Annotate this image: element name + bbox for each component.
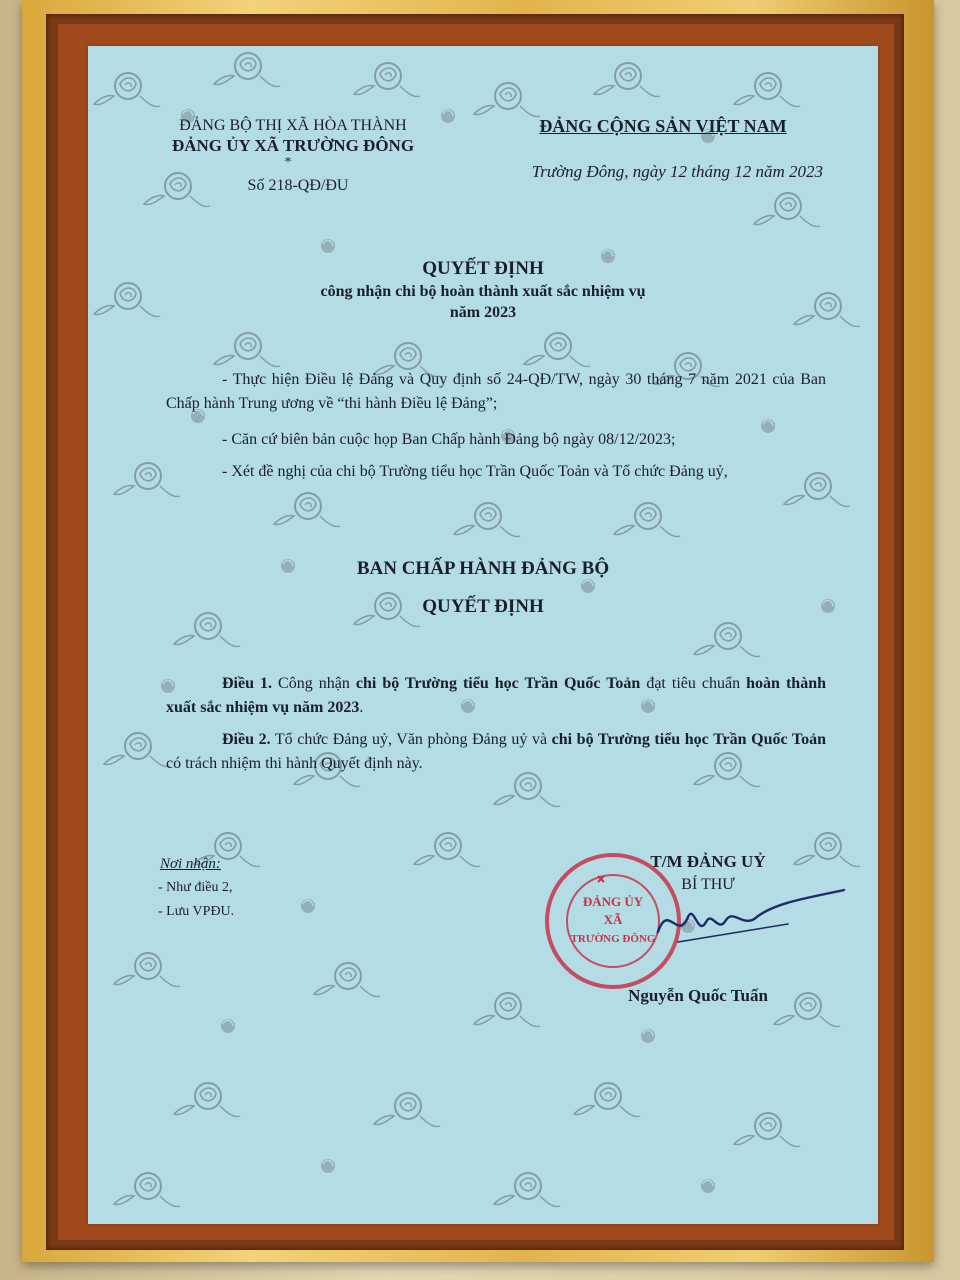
article-1-text-a: Công nhận bbox=[272, 675, 356, 692]
decides-heading: QUYẾT ĐỊNH bbox=[422, 596, 544, 617]
signer-name: Nguyễn Quốc Tuấn bbox=[628, 986, 768, 1005]
article-2-text-a: Tổ chức Đảng uỷ, Văn phòng Đảng uỷ và bbox=[270, 731, 552, 748]
header-star: * bbox=[284, 155, 292, 170]
article-2-label: Điều 2. bbox=[222, 731, 271, 748]
basis-item-1: - Thực hiện Điều lệ Đảng và Quy định số 24-QĐ/TW, ngày 30 tháng 7 năm 2021 của Ban Chấp hành Trung ương về “thi hành Điều lệ Đảng”; bbox=[166, 371, 826, 412]
article-1-bold-a: chi bộ Trường tiểu học Trần Quốc Toản bbox=[355, 675, 641, 692]
basis-item-3: - Xét đề nghị của chi bộ Trường tiểu học Trần Quốc Toản và Tổ chức Đảng uỷ, bbox=[222, 463, 728, 480]
article-2-text-b: có trách nhiệm thi hành Quyết định này. bbox=[166, 755, 423, 772]
article-1-label: Điều 1. bbox=[222, 675, 273, 692]
article-2-bold-a: chi bộ Trường tiểu học Trần Quốc Toản bbox=[551, 731, 826, 748]
decision-number: Số 218-QĐ/ĐU bbox=[247, 177, 349, 194]
recipient-1: - Như điều 2, bbox=[158, 880, 233, 895]
recipients-label: Nơi nhận: bbox=[160, 856, 221, 872]
basis-item-2: - Căn cứ biên bản cuộc họp Ban Chấp hành Đảng bộ ngày 08/12/2023; bbox=[222, 431, 676, 448]
board-heading: BAN CHẤP HÀNH ĐẢNG BỘ bbox=[356, 558, 610, 579]
document-subtitle-line1: công nhận chi bộ hoàn thành xuất sắc nhiệm vụ bbox=[320, 283, 646, 300]
party-name: ĐẢNG CỘNG SẢN VIỆT NAM bbox=[539, 116, 787, 136]
document-title: QUYẾT ĐỊNH bbox=[422, 258, 544, 279]
header-left-line2: ĐẢNG ỦY XÃ TRƯỜNG ĐÔNG bbox=[171, 136, 415, 155]
certificate-paper bbox=[88, 46, 878, 1224]
article-1-bold-b: hoàn thành xuất sắc nhiệm vụ năm 2023 bbox=[166, 675, 826, 716]
sign-role: BÍ THƯ bbox=[681, 876, 735, 893]
article-1-text-c: . bbox=[359, 699, 364, 716]
issuing-organization bbox=[138, 116, 448, 196]
header-left-line1: ĐẢNG BỘ THỊ XÃ HÒA THÀNH bbox=[179, 117, 407, 134]
handwritten-signature bbox=[648, 882, 848, 962]
article-1-text-b: đạt tiêu chuẩn bbox=[640, 675, 747, 692]
article-2 bbox=[166, 728, 826, 776]
article-1 bbox=[166, 672, 826, 720]
recipient-2: - Lưu VPĐU. bbox=[158, 904, 235, 919]
document-subtitle-line2: năm 2023 bbox=[449, 304, 517, 321]
sign-title: T/M ĐẢNG UỶ bbox=[650, 852, 766, 871]
seal-text-1: ĐẢNG ỦY bbox=[582, 894, 644, 909]
seal-text-3: TRƯỜNG ĐÔNG bbox=[570, 933, 656, 945]
place-date: Trường Đông, ngày 12 tháng 12 năm 2023 bbox=[531, 162, 823, 181]
seal-text-2: XÃ bbox=[603, 912, 623, 927]
